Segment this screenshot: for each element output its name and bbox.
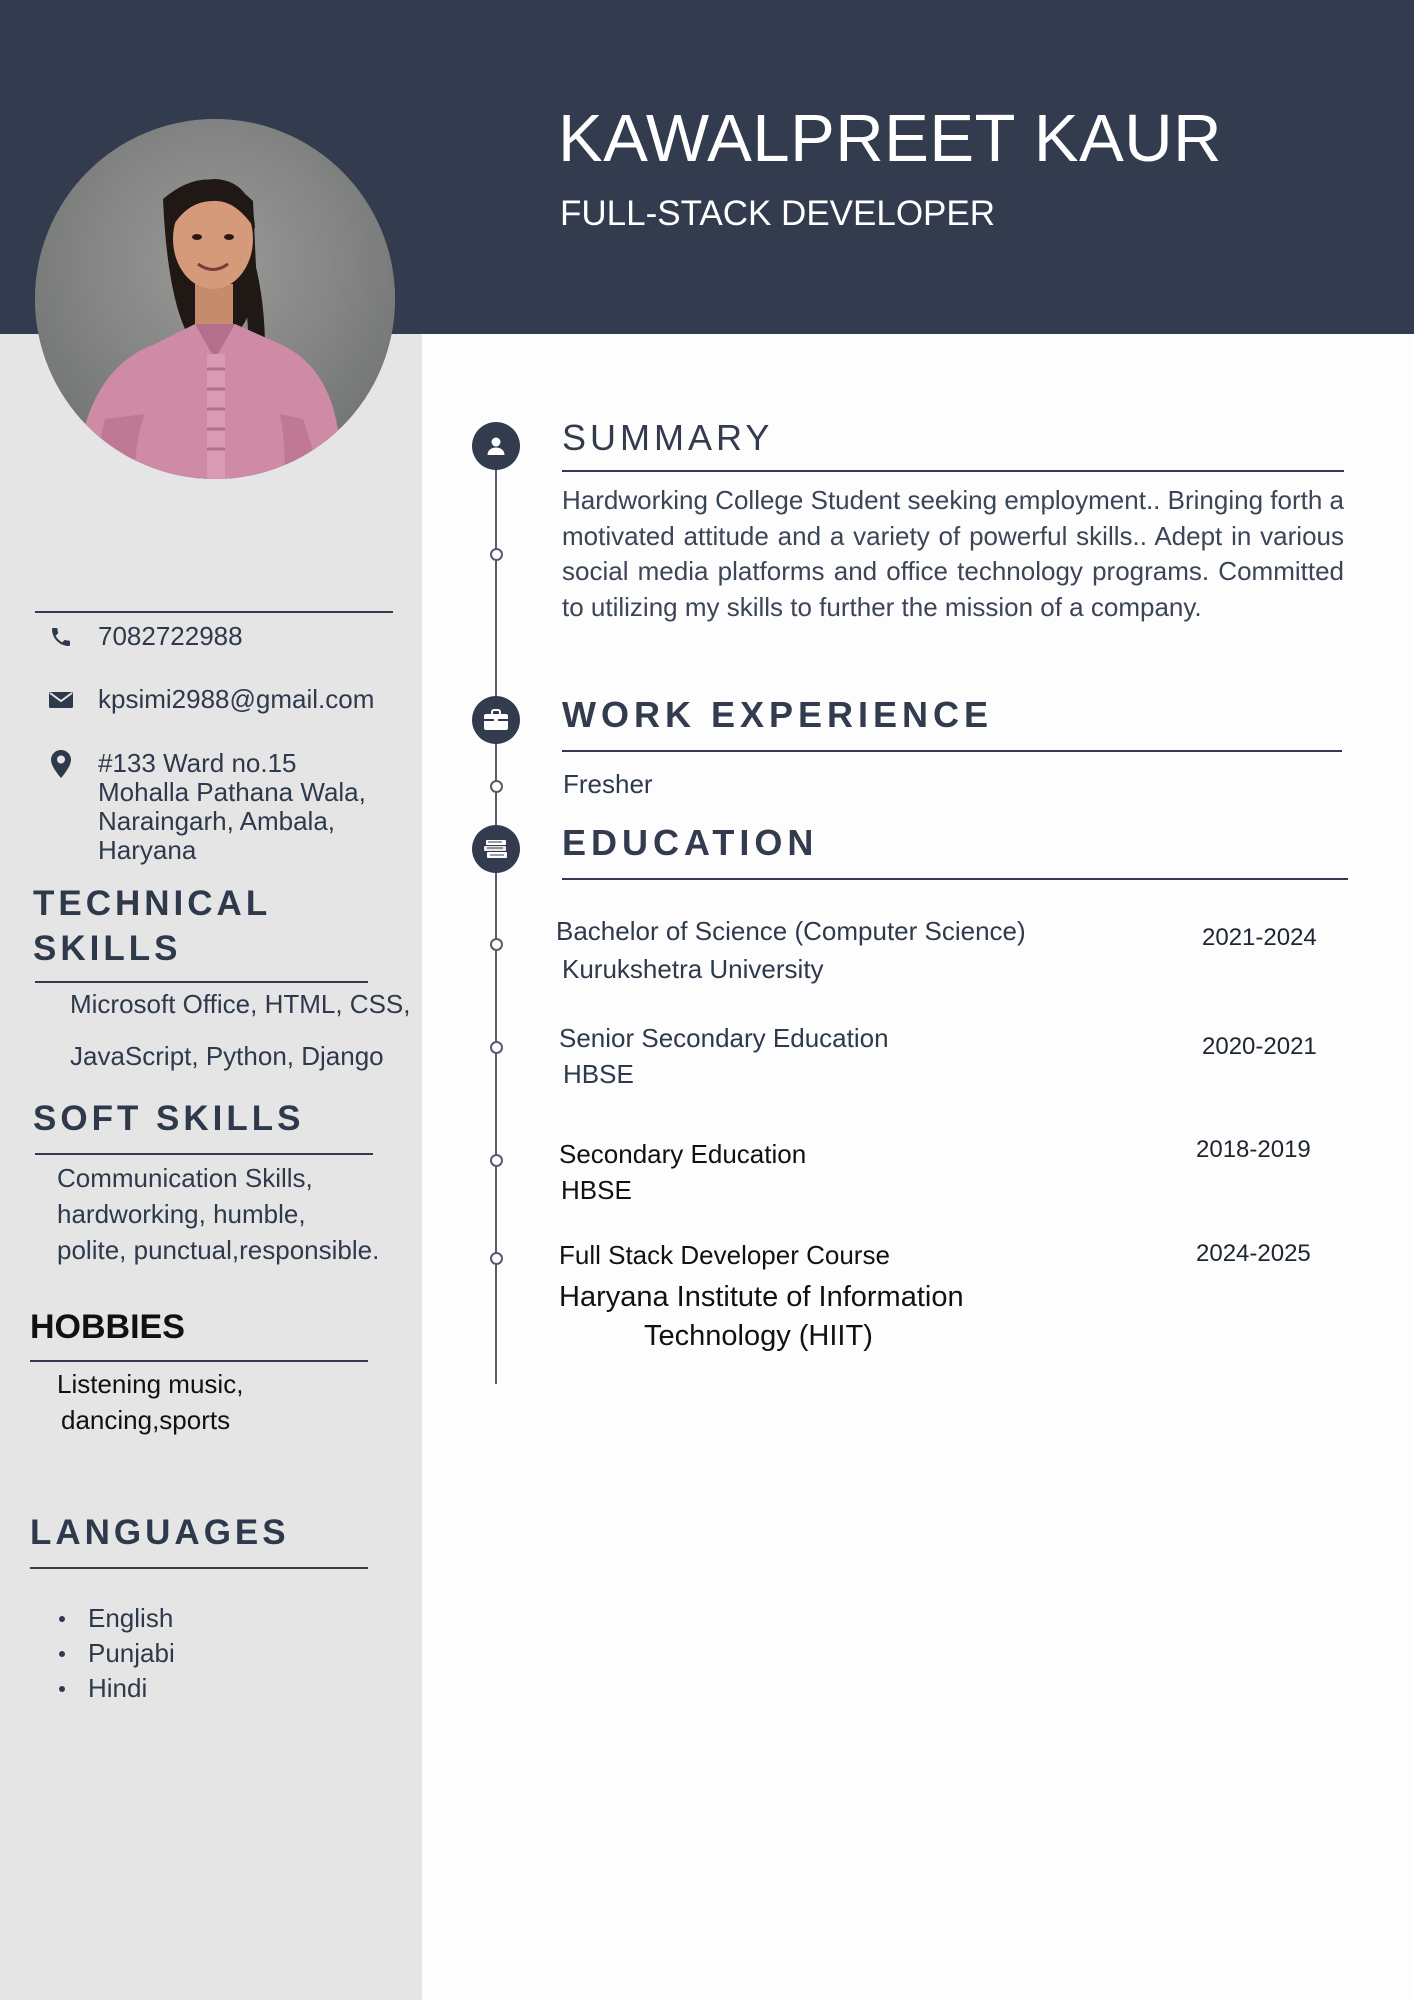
timeline-dot (490, 780, 503, 793)
address-block (98, 749, 366, 865)
work-experience-divider (562, 750, 1342, 752)
timeline-dot (490, 1252, 503, 1265)
education-years: 2018-2019 (1196, 1136, 1311, 1163)
address-line: Mohalla Pathana Wala, (98, 777, 366, 807)
education-title: Bachelor of Science (Computer Science) (556, 916, 1026, 946)
timeline-line (495, 446, 497, 1384)
soft-skills-line: polite, punctual,responsible. (57, 1235, 380, 1265)
contact-email (46, 685, 374, 715)
soft-skills-line: hardworking, humble, (57, 1199, 306, 1229)
work-experience-heading: WORK EXPERIENCE (562, 694, 994, 735)
technical-skills-line: Microsoft Office, HTML, CSS, (70, 989, 411, 1019)
education-institution: Technology (HIIT) (644, 1320, 873, 1352)
hobbies-divider (30, 1360, 368, 1362)
language-item: English (55, 1601, 175, 1636)
phone-icon (46, 622, 76, 652)
address-line: #133 Ward no.15 (98, 748, 297, 778)
language-item: Punjabi (55, 1636, 175, 1671)
timeline-dot (490, 1154, 503, 1167)
technical-skills-divider (35, 981, 368, 983)
summary-text: Hardworking College Student seeking employment.. Bringing forth a motivated attitude and a variety of powerful skills.. Adept in various social media platforms and office technology programs. Committed to utilizing my skills to further the mission of a company. (562, 485, 1344, 622)
address-line: Naraingarh, Ambala, (98, 806, 336, 836)
education-title: Secondary Education (559, 1139, 807, 1169)
work-experience-text: Fresher (563, 769, 653, 799)
education-title: Senior Secondary Education (559, 1023, 889, 1053)
profile-photo (35, 119, 395, 479)
hobbies-heading: HOBBIES (30, 1308, 185, 1346)
soft-skills-heading: SOFT SKILLS (33, 1099, 305, 1138)
map-pin-icon (46, 749, 76, 779)
technical-skills-line: JavaScript, Python, Django (70, 1041, 384, 1071)
technical-skills-heading (33, 881, 271, 971)
soft-skills-divider (35, 1153, 373, 1155)
education-years: 2024-2025 (1196, 1240, 1311, 1267)
email-address[interactable]: kpsimi2988@gmail.com (98, 684, 375, 714)
envelope-icon (46, 685, 76, 715)
timeline-dot (490, 938, 503, 951)
job-title: FULL-STACK DEVELOPER (560, 194, 996, 233)
user-icon (472, 422, 520, 470)
education-years: 2020-2021 (1202, 1033, 1317, 1060)
hobbies-line: dancing,sports (61, 1405, 231, 1435)
summary-heading: SUMMARY (562, 417, 774, 458)
timeline-dot (490, 548, 503, 561)
summary-divider (562, 470, 1344, 472)
education-years: 2021-2024 (1202, 924, 1317, 951)
hobbies-line: Listening music, (57, 1369, 244, 1399)
education-institution: HBSE (561, 1175, 632, 1205)
languages-list (55, 1601, 175, 1706)
candidate-name: KAWALPREET KAUR (558, 101, 1223, 176)
technical-skills-heading-line: TECHNICAL (33, 884, 272, 923)
briefcase-icon (472, 696, 520, 744)
contact-phone (46, 622, 243, 652)
education-institution: HBSE (563, 1059, 634, 1089)
education-institution: Kurukshetra University (562, 954, 824, 984)
phone-number[interactable]: 7082722988 (98, 621, 243, 651)
contact-divider (35, 611, 393, 613)
languages-divider (30, 1567, 368, 1569)
soft-skills-line: Communication Skills, (57, 1163, 313, 1193)
languages-heading: LANGUAGES (30, 1513, 290, 1552)
technical-skills-heading-line: SKILLS (33, 929, 182, 968)
education-heading: EDUCATION (562, 822, 819, 863)
address-line: Haryana (98, 835, 197, 865)
language-item: Hindi (55, 1671, 175, 1706)
education-institution: Haryana Institute of Information (559, 1281, 964, 1313)
books-icon (472, 825, 520, 873)
contact-address (46, 749, 366, 865)
education-divider (562, 878, 1348, 880)
education-title: Full Stack Developer Course (559, 1240, 890, 1270)
timeline-dot (490, 1041, 503, 1054)
